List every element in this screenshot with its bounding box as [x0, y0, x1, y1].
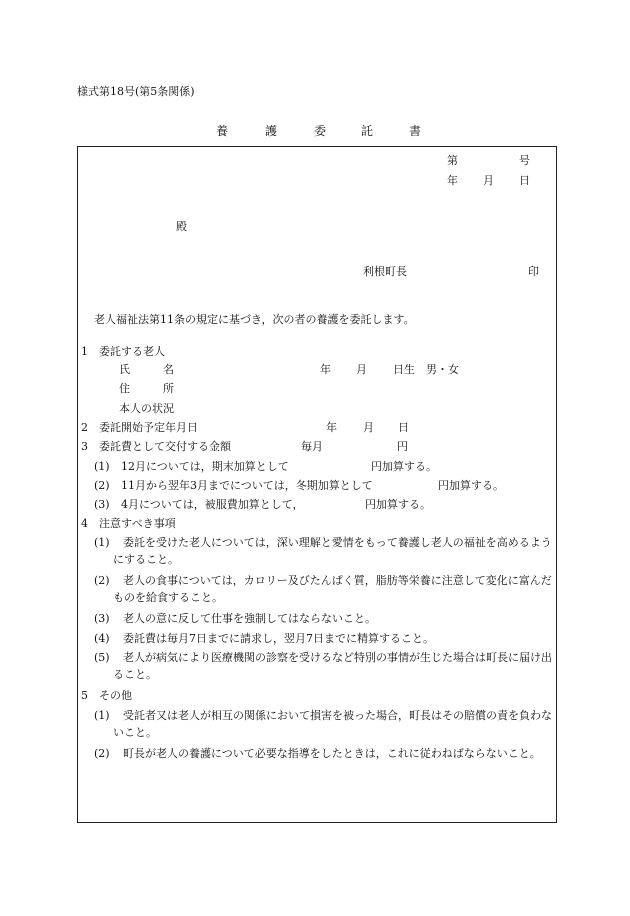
section1-heading: 1 委託する老人 [81, 345, 165, 358]
list-item-text: 円加算する。 [371, 460, 437, 473]
title-char: 養 [216, 124, 229, 138]
list-item-num: (4) [94, 632, 110, 645]
birth-year: 年 [320, 363, 331, 376]
status-label: 本人の状況 [119, 402, 174, 415]
list-item-num: (3) [94, 612, 110, 625]
issuer: 利根町長 [363, 265, 407, 278]
section3-heading: 3 委託費として交付する金額 [81, 440, 231, 453]
list-item-text: 円加算する。 [365, 498, 431, 511]
list-item-num: (1) [94, 460, 110, 473]
section2-heading: 2 委託開始予定年月日 [81, 421, 198, 434]
list-item-num: (1) [94, 709, 110, 722]
list-item-text: 老人の食事については，カロリー及びたんぱく質，脂肪等栄養に注意して変化に富んだものを給食すること。 [113, 574, 552, 604]
number-suffix: 号 [519, 154, 530, 167]
list-item-num: (2) [94, 574, 110, 587]
list-item-text: 委託を受けた老人については，深い理解と愛情をもって養護し老人の福祉を高めるようにすること。 [113, 536, 552, 566]
list-item-text: 12月については，期末加算として [121, 460, 289, 473]
start-day: 日 [398, 421, 409, 434]
address-label: 住 所 [119, 382, 174, 395]
list-item-num: (2) [94, 479, 110, 492]
list-item-text: 4月については，被服費加算として， [121, 498, 304, 511]
list-item-text: 11月から翌年3月までについては，冬期加算として [121, 479, 373, 492]
list-item-text: 受託者又は老人が相互の関係において損害を被った場合，町長はその賠償の責を負わないこと。 [113, 709, 552, 739]
section4-heading: 4 注意すべき事項 [81, 517, 176, 530]
birth-day: 日生 [393, 363, 415, 376]
section5-heading: 5 その他 [81, 689, 132, 702]
list-item-text: 町長が老人の養護について必要な指導をしたときは，これに従わねばならないこと。 [123, 747, 541, 760]
addressee-suffix: 殿 [176, 220, 187, 233]
name-label: 氏 名 [119, 363, 174, 376]
gender: 男・女 [426, 363, 459, 376]
document-title [0, 124, 630, 140]
list-item-num: (2) [94, 747, 110, 760]
list-item-num: (3) [94, 498, 110, 511]
date-day: 日 [519, 174, 530, 187]
list-item-text: 円加算する。 [438, 479, 504, 492]
yen-label: 円 [397, 440, 408, 453]
start-month: 月 [363, 421, 374, 434]
list-item-text: 老人が病気により医療機関の診察を受けるなど特別の事情が生じた場合は町長に届け出ること。 [113, 651, 552, 681]
form-label: 様式第18号(第5条関係) [77, 85, 195, 98]
seal: 印 [528, 265, 539, 278]
title-char: 護 [265, 124, 278, 138]
list-item-text: 委託費は毎月7日までに請求し，翌月7日までに精算すること。 [123, 632, 434, 645]
title-char: 委 [314, 124, 327, 138]
start-year: 年 [326, 421, 337, 434]
date-year: 年 [447, 174, 458, 187]
title-char: 書 [409, 124, 422, 138]
title-char: 託 [361, 124, 374, 138]
list-item-num: (5) [94, 651, 110, 664]
date-month: 月 [483, 174, 494, 187]
birth-month: 月 [356, 363, 367, 376]
number-prefix: 第 [447, 154, 458, 167]
intro-text: 老人福祉法第11条の規定に基づき，次の者の養護を委託します。 [94, 313, 415, 326]
monthly-label: 毎月 [301, 440, 323, 453]
list-item-num: (1) [94, 536, 110, 549]
list-item-text: 老人の意に反して仕事を強制してはならないこと。 [123, 612, 376, 625]
